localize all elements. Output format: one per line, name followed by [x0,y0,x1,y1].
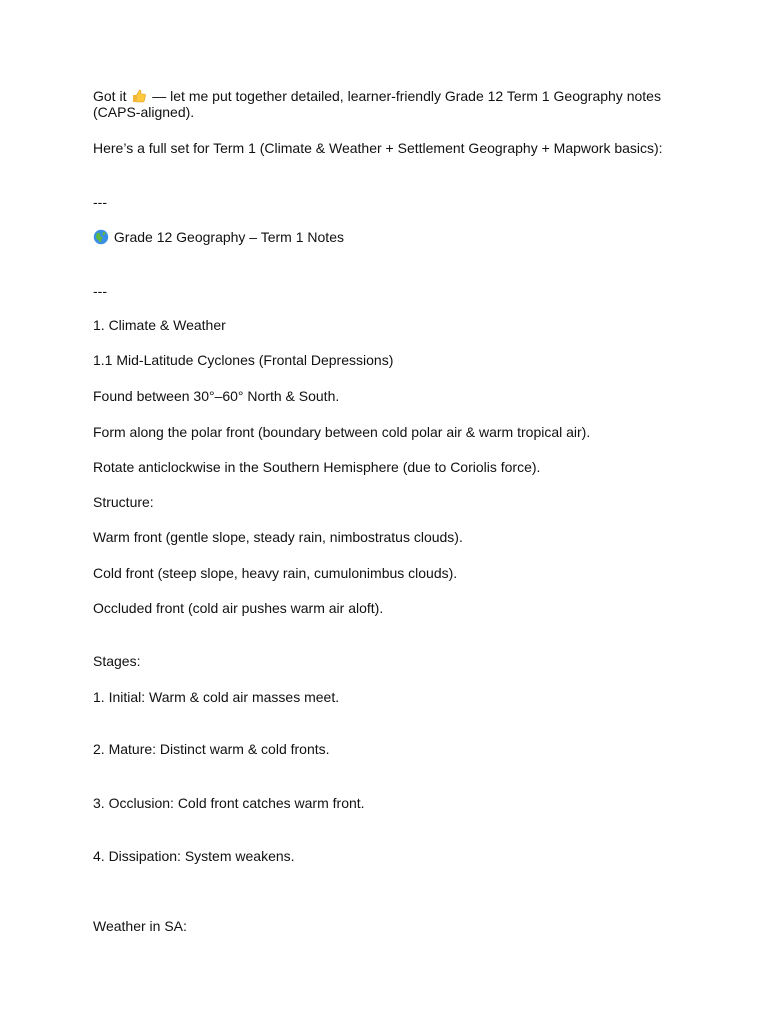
stage-item: 3. Occlusion: Cold front catches warm front. [93,795,365,811]
structure-item: Warm front (gentle slope, steady rain, nimbostratus clouds). [93,529,463,545]
section-subheading: 1.1 Mid-Latitude Cyclones (Frontal Depressions) [93,352,394,368]
notes-title [93,229,693,245]
globe-icon [93,229,109,245]
stage-item: 4. Dissipation: System weakens. [93,848,295,864]
stages-label: Stages: [93,653,141,669]
structure-label: Structure: [93,494,154,510]
intro-paragraph [93,88,683,120]
structure-item: Occluded front (cold air pushes warm air aloft). [93,600,384,616]
stage-item: 1. Initial: Warm & cold air masses meet. [93,689,340,705]
intro-text-end: — let me put together detailed, learner-friendly Grade 12 Term 1 Geography notes (CAPS-aligned). [93,88,661,120]
section-heading: 1. Climate & Weather [93,317,226,333]
notes-title-text: Grade 12 Geography – Term 1 Notes [113,229,344,245]
intro-line-2: Here’s a full set for Term 1 (Climate & Weather + Settlement Geography + Mapwork basics): [93,140,663,156]
stage-item: 2. Mature: Distinct warm & cold fronts. [93,741,330,757]
fact-item: Form along the polar front (boundary between cold polar air & warm tropical air). [93,424,591,440]
fact-item: Found between 30°–60° North & South. [93,388,340,404]
separator-2: --- [93,283,107,299]
structure-item: Cold front (steep slope, heavy rain, cumulonimbus clouds). [93,565,458,581]
weather-label: Weather in SA: [93,918,187,934]
intro-text-start: Got it [93,88,127,104]
separator-1: --- [93,194,107,210]
thumbs-up-icon [131,88,147,104]
fact-item: Rotate anticlockwise in the Southern Hemisphere (due to Coriolis force). [93,459,541,475]
